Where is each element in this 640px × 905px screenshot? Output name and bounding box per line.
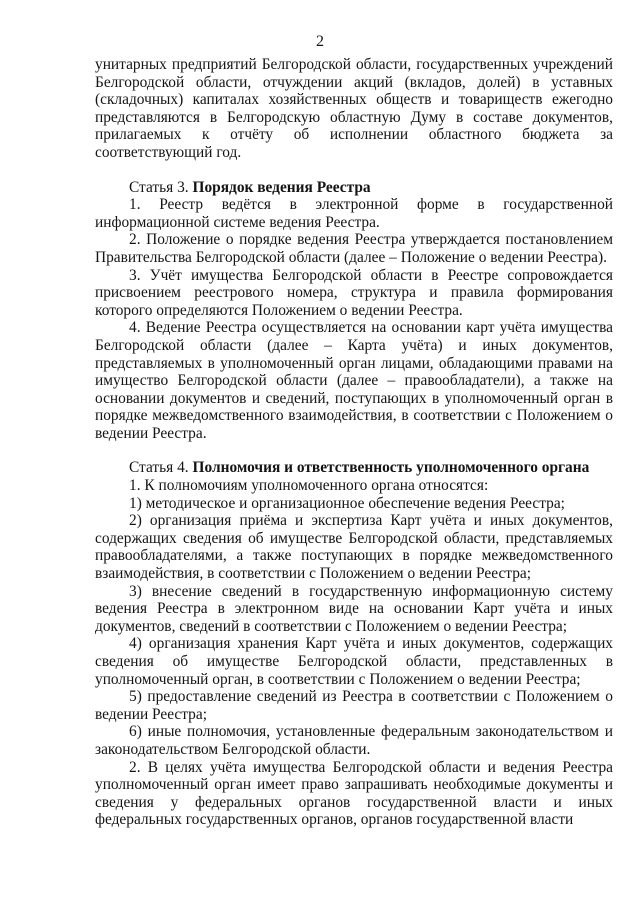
page-number: 2: [316, 33, 324, 50]
article-4-list-item: 6) иные полномочия, установленные федеральным законодательством и законодательством Белгородской области.: [95, 723, 613, 758]
article-4-list-item: 4) организация хранения Карт учёта и иных документов, содержащих сведения об имуществе Белгородской области, представленных в уполномоченный орган, в соответствии с Положением о ведении Реестра;: [95, 635, 613, 688]
article-4-list-item: 2) организация приёма и экспертиза Карт учёта и иных документов, содержащих сведения об имуществе Белгородской области, представляемых правообладателями, а также поступающих в порядке межведомственного взаимодействия, в соответствии с Положением о ведении Реестра;: [95, 512, 613, 583]
article-4-list-item: 3) внесение сведений в государственную информационную систему ведения Реестра в электронном виде на основании Карт учёта и иных документов, сведений в соответствии с Положением о ведении Реестра;: [95, 582, 613, 635]
article-3-paragraph: 1. Реестр ведётся в электронной форме в государственной информационной системе ведения Реестра.: [95, 196, 613, 231]
article-3-heading: [95, 179, 613, 197]
article-4-list-item: 1) методическое и организационное обеспечение ведения Реестра;: [129, 494, 565, 512]
article-3-paragraph: 3. Учёт имущества Белгородской области в Реестре сопровождается присвоением реестрового номера, структура и правила формирования которого определяются Положением о ведении Реестра.: [95, 266, 613, 319]
article-4-paragraph: 2. В целях учёта имущества Белгородской области и ведения Реестра уполномоченный орган имеет право запрашивать необходимые документы и сведения у федеральных органов государственной власти и иных федеральных государственных органов, органов государственной власти: [95, 758, 613, 829]
article-3-title: Порядок ведения Реестра: [192, 178, 371, 196]
article-3-paragraph: 2. Положение о порядке ведения Реестра утверждается постановлением Правительства Белгородской области (далее – Положение о ведении Реестра).: [95, 231, 613, 266]
article-4-paragraph: 1. К полномочиям уполномоченного органа относятся:: [129, 477, 489, 495]
article-3-label: Статья 3.: [129, 178, 189, 196]
article-3-paragraph: 4. Ведение Реестра осуществляется на основании карт учёта имущества Белгородской области (далее – Карта учёта) и иных документов, представляемых в уполномоченный орган лицами, обладающими правами на имущество Белгородской области (далее – правообладатели), а также на основании документов и сведений, поступающих в уполномоченный орган в порядке межведомственного взаимодействия, в соответствии с Положением о ведении Реестра.: [95, 319, 613, 442]
article-4-title: Полномочия и ответственность уполномоченного органа: [192, 459, 590, 477]
continuation-paragraph: унитарных предприятий Белгородской области, государственных учреждений Белгородской области, отчуждении акций (вкладов, долей) в уставных (складочных) капиталах хозяйственных обществ и товариществ ежегодно представляются в Белгородскую областную Думу в составе документов, прилагаемых к отчёту об исполнении областного бюджета за соответствующий год.: [95, 56, 613, 161]
article-4-label: Статья 4.: [129, 459, 189, 477]
document-body: [95, 56, 613, 829]
article-4-list-item: 5) предоставление сведений из Реестра в соответствии с Положением о ведении Реестра;: [95, 688, 613, 723]
article-4-heading: [95, 459, 613, 477]
